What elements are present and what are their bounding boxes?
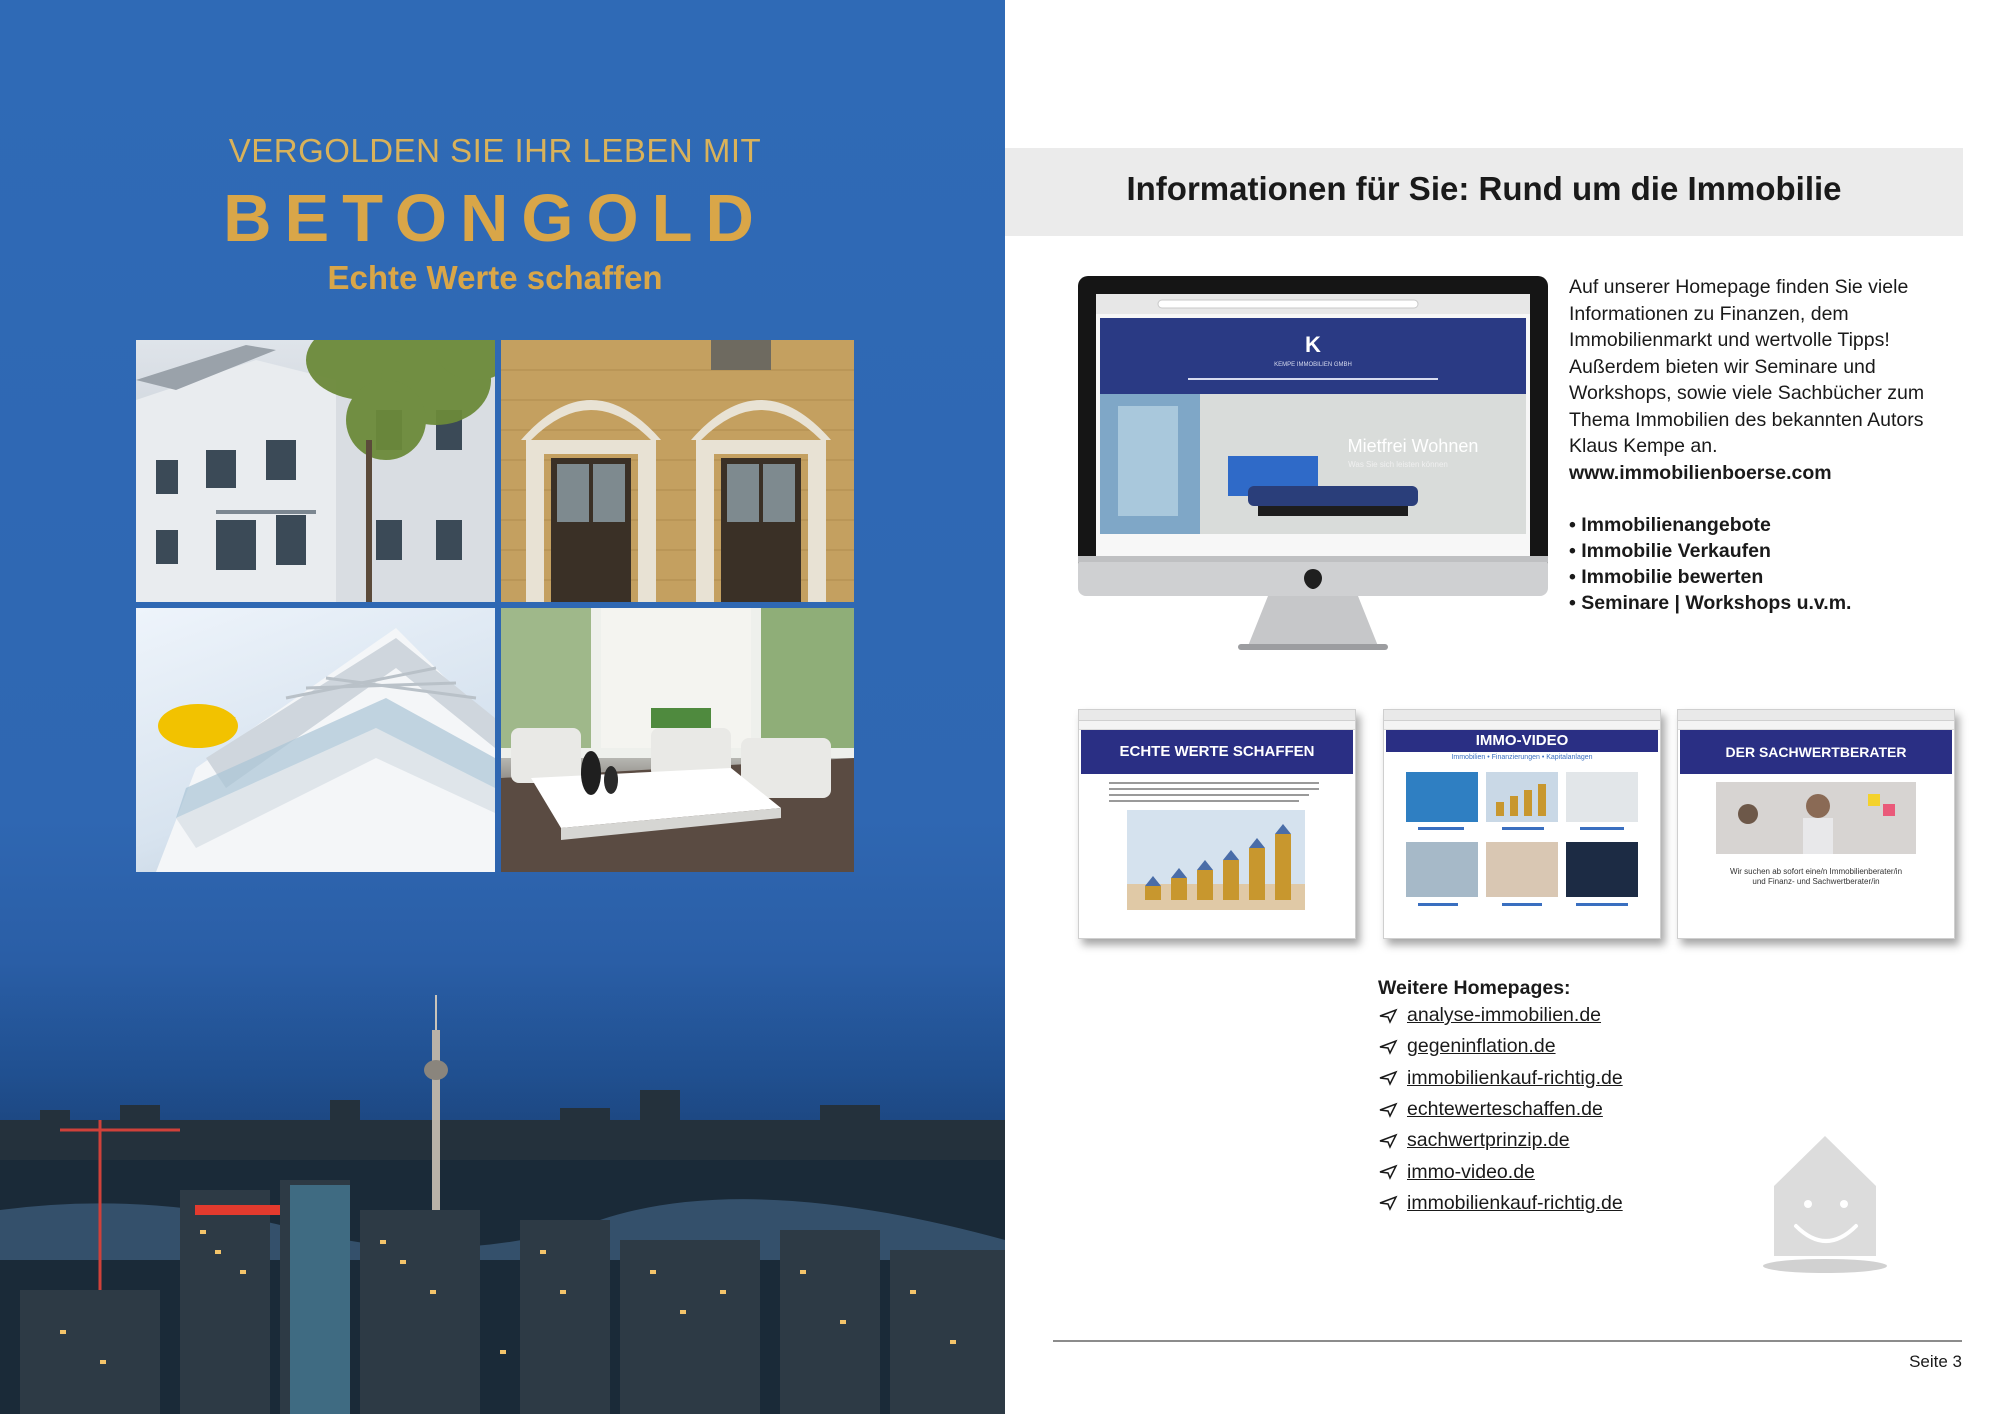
website-screenshot-sachwertberater [1677,709,1955,939]
offer-item: • Immobilie bewerten [1569,564,1969,590]
screenshot-banner: ECHTE WERTE SCHAFFEN [1081,730,1353,774]
more-homepages-heading: Weitere Homepages: [1378,977,1571,999]
info-paragraph: Auf unserer Homepage finden Sie viele Informationen zu Finanzen, dem Immobilienmarkt und wertvolle Tipps! Außerdem bieten wir Seminare und Workshops, sowie viele Sachbücher zum Thema Immobilien des bekannten Autors Klaus Kempe an. [1569,276,1925,457]
photo-apartment-building [136,340,495,602]
browser-toolbar [1678,721,1954,730]
homepage-link-row [1378,1094,1738,1125]
browser-chrome [1079,710,1355,721]
homepage-link-row [1378,1125,1738,1156]
footer-rule [1053,1340,1962,1342]
svg-text:K: K [1305,332,1321,357]
offer-list [1569,512,1969,616]
browser-toolbar [1384,721,1660,730]
arrow-icon [1378,1039,1398,1055]
offer-item: • Seminare | Workshops u.v.m. [1569,590,1969,616]
arrow-icon [1378,1008,1398,1024]
screenshot-caption: Wir suchen ab sofort eine/n Immobilienberater/in und Finanz- und Sachwertberater/in [1729,867,1903,886]
homepage-link-row [1378,1063,1738,1094]
smiling-house-icon [1750,1134,1900,1280]
heading-band [1005,148,1963,236]
info-block [1569,274,1969,616]
homepage-link-row [1378,1188,1738,1219]
screenshot-banner: DER SACHWERTBERATER [1680,730,1952,774]
homepage-url[interactable]: www.immobilienboerse.com [1569,461,1832,484]
homepage-link-row [1378,1000,1738,1031]
browser-chrome [1678,710,1954,721]
imac-logo-text: KEMPE IMMOBILIEN GMBH [1274,362,1352,368]
more-homepages [1378,976,1738,1219]
arrow-icon [1378,1133,1398,1149]
homepage-link[interactable]: immo-video.de [1407,1160,1535,1183]
arrow-icon [1378,1164,1398,1180]
imac-mockup-image [1078,276,1548,654]
photo-modern-balconies [136,608,495,872]
arrow-icon [1378,1070,1398,1086]
browser-toolbar [1079,721,1355,730]
offer-item: • Immobilienangebote [1569,512,1969,538]
homepage-link[interactable]: immobilienkauf-richtig.de [1407,1066,1623,1089]
homepage-link[interactable]: sachwertprinzip.de [1407,1129,1570,1152]
photo-grid [136,340,854,872]
coins-houses-image [1079,774,1355,924]
homepage-link-row [1378,1031,1738,1062]
photo-living-room [501,608,854,872]
page-number: Seite 3 [1909,1352,1962,1371]
page-heading: Informationen für Sie: Rund um die Immobilie [1126,170,1842,207]
arrow-icon [1378,1195,1398,1211]
homepage-link[interactable]: analyse-immobilien.de [1407,1004,1602,1027]
video-thumbnail-grid [1384,764,1660,934]
website-screenshot-echte-werte [1078,709,1356,939]
homepage-link[interactable]: echtewerteschaffen.de [1407,1098,1603,1121]
website-screenshot-immo-video [1383,709,1661,939]
arrow-icon [1378,1102,1398,1118]
browser-chrome [1384,710,1660,721]
brand-title: BETONGOLD [223,181,767,256]
photo-ornate-facade [501,340,854,602]
homepage-link-row [1378,1156,1738,1187]
team-photo [1678,774,1954,854]
brand-subtitle: Echte Werte schaffen [327,259,663,296]
screenshot-tagline: Immobilien • Finanzierungen • Kapitalanlagen [1451,754,1593,761]
homepage-link[interactable]: gegeninflation.de [1407,1035,1556,1058]
imac-hero-title: Mietfrei Wohnen [1347,436,1479,456]
screenshot-banner: IMMO-VIDEO [1386,730,1658,752]
homepage-link[interactable]: immobilienkauf-richtig.de [1407,1191,1623,1214]
city-skyline-image [0,990,1005,1414]
imac-hero-subtitle: Was Sie sich leisten können [1348,460,1448,469]
kicker-text: VERGOLDEN SIE IHR LEBEN MIT [228,132,762,169]
offer-item: • Immobilie Verkaufen [1569,538,1969,564]
